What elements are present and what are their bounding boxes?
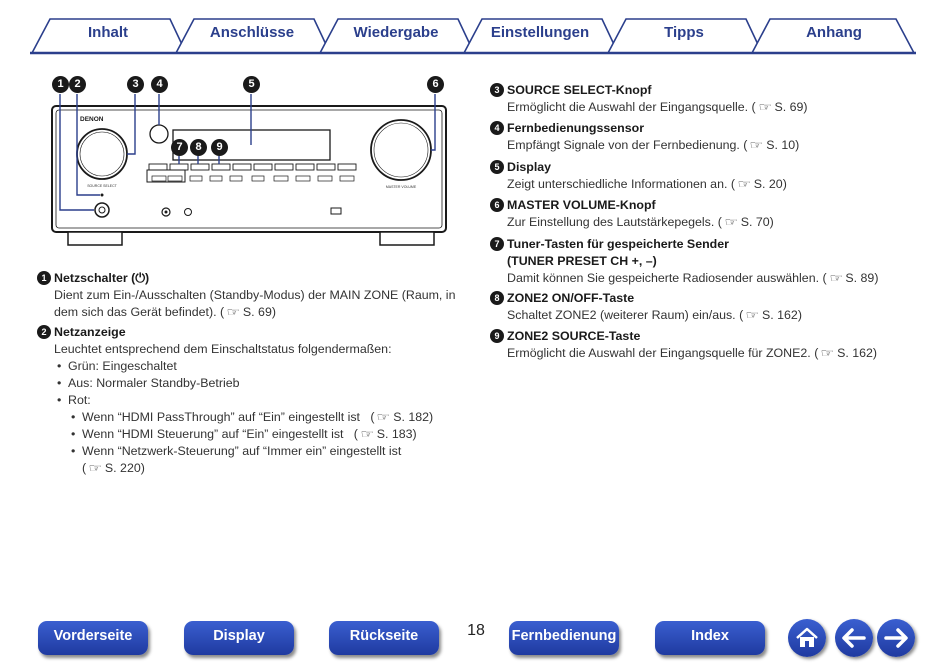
- item-master-volume: [490, 197, 930, 231]
- page-reference[interactable]: ( ☞ S. 182): [363, 410, 434, 424]
- item-number: 5: [490, 160, 504, 174]
- item-number: 8: [490, 291, 504, 305]
- list-item: • Wenn “HDMI PassThrough” auf “Ein” eingestellt ist ( ☞ S. 182): [37, 409, 467, 426]
- callout-3: 3: [127, 76, 144, 93]
- home-button[interactable]: [788, 619, 826, 657]
- tab-tipps[interactable]: Tipps: [664, 24, 704, 41]
- item-number: 1: [37, 271, 51, 285]
- item-display: [490, 159, 930, 193]
- brand-logo: DENON: [80, 116, 104, 123]
- item-title: ZONE2 SOURCE-Taste: [507, 329, 641, 343]
- pointing-hand-icon: ☞: [749, 138, 764, 152]
- pointing-hand-icon: ☞: [820, 346, 835, 360]
- pointing-hand-icon: ☞: [737, 177, 752, 191]
- tab-einstellungen[interactable]: Einstellungen: [490, 24, 590, 41]
- page-reference[interactable]: ( ☞ S. 220): [82, 461, 145, 475]
- item-zone2-source: [490, 328, 930, 362]
- item-source-select: [490, 82, 930, 116]
- page-reference[interactable]: ( ☞ S. 70): [717, 215, 774, 229]
- back-button[interactable]: [835, 619, 873, 657]
- item-title: Netzschalter (⏻): [54, 271, 150, 285]
- nav-vorderseite-button[interactable]: Vorderseite: [38, 621, 148, 655]
- item-desc: Empfängt Signale von der Fernbedienung.: [507, 138, 740, 152]
- item-zone2-onoff: [490, 290, 930, 324]
- item-title: Fernbedienungssensor: [507, 121, 645, 135]
- tab-bar: [30, 16, 916, 56]
- pointing-hand-icon: ☞: [724, 215, 739, 229]
- callout-9: 9: [211, 139, 228, 156]
- callout-4: 4: [151, 76, 168, 93]
- page-reference[interactable]: ( ☞ S. 20): [730, 177, 787, 191]
- pointing-hand-icon: ☞: [745, 308, 760, 322]
- item-fernbedienungssensor: [490, 120, 930, 154]
- pointing-hand-icon: ☞: [226, 305, 241, 319]
- item-title: Display: [507, 160, 552, 174]
- item-number: 3: [490, 83, 504, 97]
- pointing-hand-icon: ☞: [829, 271, 844, 285]
- page-reference[interactable]: ( ☞ S. 89): [822, 271, 879, 285]
- list-item: • Wenn “HDMI Steuerung” auf “Ein” eingestellt ist ( ☞ S. 183): [37, 426, 467, 443]
- item-netzanzeige: [37, 324, 467, 477]
- receiver-drawing: [48, 72, 448, 252]
- item-desc: Ermöglicht die Auswahl der Eingangsquelle.: [507, 100, 749, 114]
- callout-6: 6: [427, 76, 444, 93]
- pointing-hand-icon: ☞: [376, 410, 391, 424]
- page-reference[interactable]: ( ☞ S. 162): [739, 308, 802, 322]
- source-knob-label: SOURCE SELECT: [87, 184, 117, 188]
- page-reference[interactable]: ( ☞ S. 183): [346, 427, 417, 441]
- receiver-front-panel: [48, 72, 448, 252]
- page-number: 18: [467, 622, 485, 639]
- item-title: SOURCE SELECT-Knopf: [507, 83, 652, 97]
- forward-button[interactable]: [877, 619, 915, 657]
- pointing-hand-icon: ☞: [360, 427, 375, 441]
- item-desc: Zur Einstellung des Lautstärkepegels.: [507, 215, 715, 229]
- item-desc: Leuchtet entsprechend dem Einschaltstatus folgendermaßen:: [54, 342, 392, 356]
- callout-1: 1: [52, 76, 69, 93]
- item-title-line2: (TUNER PRESET CH +, –): [507, 254, 657, 268]
- list-item: • Grün: Eingeschaltet: [37, 358, 467, 375]
- list-item: • Wenn “Netzwerk-Steuerung” auf “Immer ein” eingestellt ist ( ☞ S. 220): [37, 443, 467, 477]
- nav-rueckseite-button[interactable]: Rückseite: [329, 621, 439, 655]
- volume-knob-label: MASTER VOLUME: [385, 185, 417, 189]
- tab-anhang[interactable]: Anhang: [806, 24, 862, 41]
- list-item: • Rot:: [37, 392, 467, 409]
- nav-index-button[interactable]: Index: [655, 621, 765, 655]
- item-title: ZONE2 ON/OFF-Taste: [507, 291, 635, 305]
- item-tuner-preset: [490, 236, 930, 287]
- callout-7: 7: [171, 139, 188, 156]
- item-title: Tuner-Tasten für gespeicherte Sender: [507, 237, 729, 251]
- item-desc: Damit können Sie gespeicherte Radiosender auswählen.: [507, 271, 820, 285]
- page-reference[interactable]: ( ☞ S. 69): [220, 305, 276, 319]
- item-desc: Schaltet ZONE2 (weiterer Raum) ein/aus.: [507, 308, 736, 322]
- pointing-hand-icon: ☞: [758, 100, 773, 114]
- arrow-left-icon: [835, 619, 873, 657]
- page-reference[interactable]: ( ☞ S. 162): [814, 346, 878, 360]
- home-icon: [788, 619, 826, 657]
- item-desc: Zeigt unterschiedliche Informationen an.: [507, 177, 728, 191]
- tab-wiedergabe[interactable]: Wiedergabe: [353, 24, 439, 41]
- item-desc: Dient zum Ein-/Ausschalten (Standby-Modus) der MAIN ZONE (Raum, in dem sich das Gerät befindet).: [54, 288, 456, 319]
- item-number: 9: [490, 329, 504, 343]
- arrow-right-icon: [877, 619, 915, 657]
- item-desc: Ermöglicht die Auswahl der Eingangsquelle für ZONE2.: [507, 346, 811, 360]
- callout-5: 5: [243, 76, 260, 93]
- nav-display-button[interactable]: Display: [184, 621, 294, 655]
- item-number: 2: [37, 325, 51, 339]
- item-number: 4: [490, 121, 504, 135]
- tab-inhalt[interactable]: Inhalt: [88, 24, 128, 41]
- tab-anschluesse[interactable]: Anschlüsse: [209, 24, 295, 41]
- callout-8: 8: [190, 139, 207, 156]
- item-number: 7: [490, 237, 504, 251]
- callout-2: 2: [69, 76, 86, 93]
- item-number: 6: [490, 198, 504, 212]
- nav-fernbedienung-button[interactable]: Fernbedienung: [509, 621, 619, 655]
- list-item: • Aus: Normaler Standby-Betrieb: [37, 375, 467, 392]
- item-title: MASTER VOLUME-Knopf: [507, 198, 656, 212]
- item-netzschalter: [37, 270, 467, 321]
- page-reference[interactable]: ( ☞ S. 69): [751, 100, 808, 114]
- pointing-hand-icon: ☞: [88, 461, 103, 475]
- page-reference[interactable]: ( ☞ S. 10): [743, 138, 800, 152]
- item-title: Netzanzeige: [54, 325, 126, 339]
